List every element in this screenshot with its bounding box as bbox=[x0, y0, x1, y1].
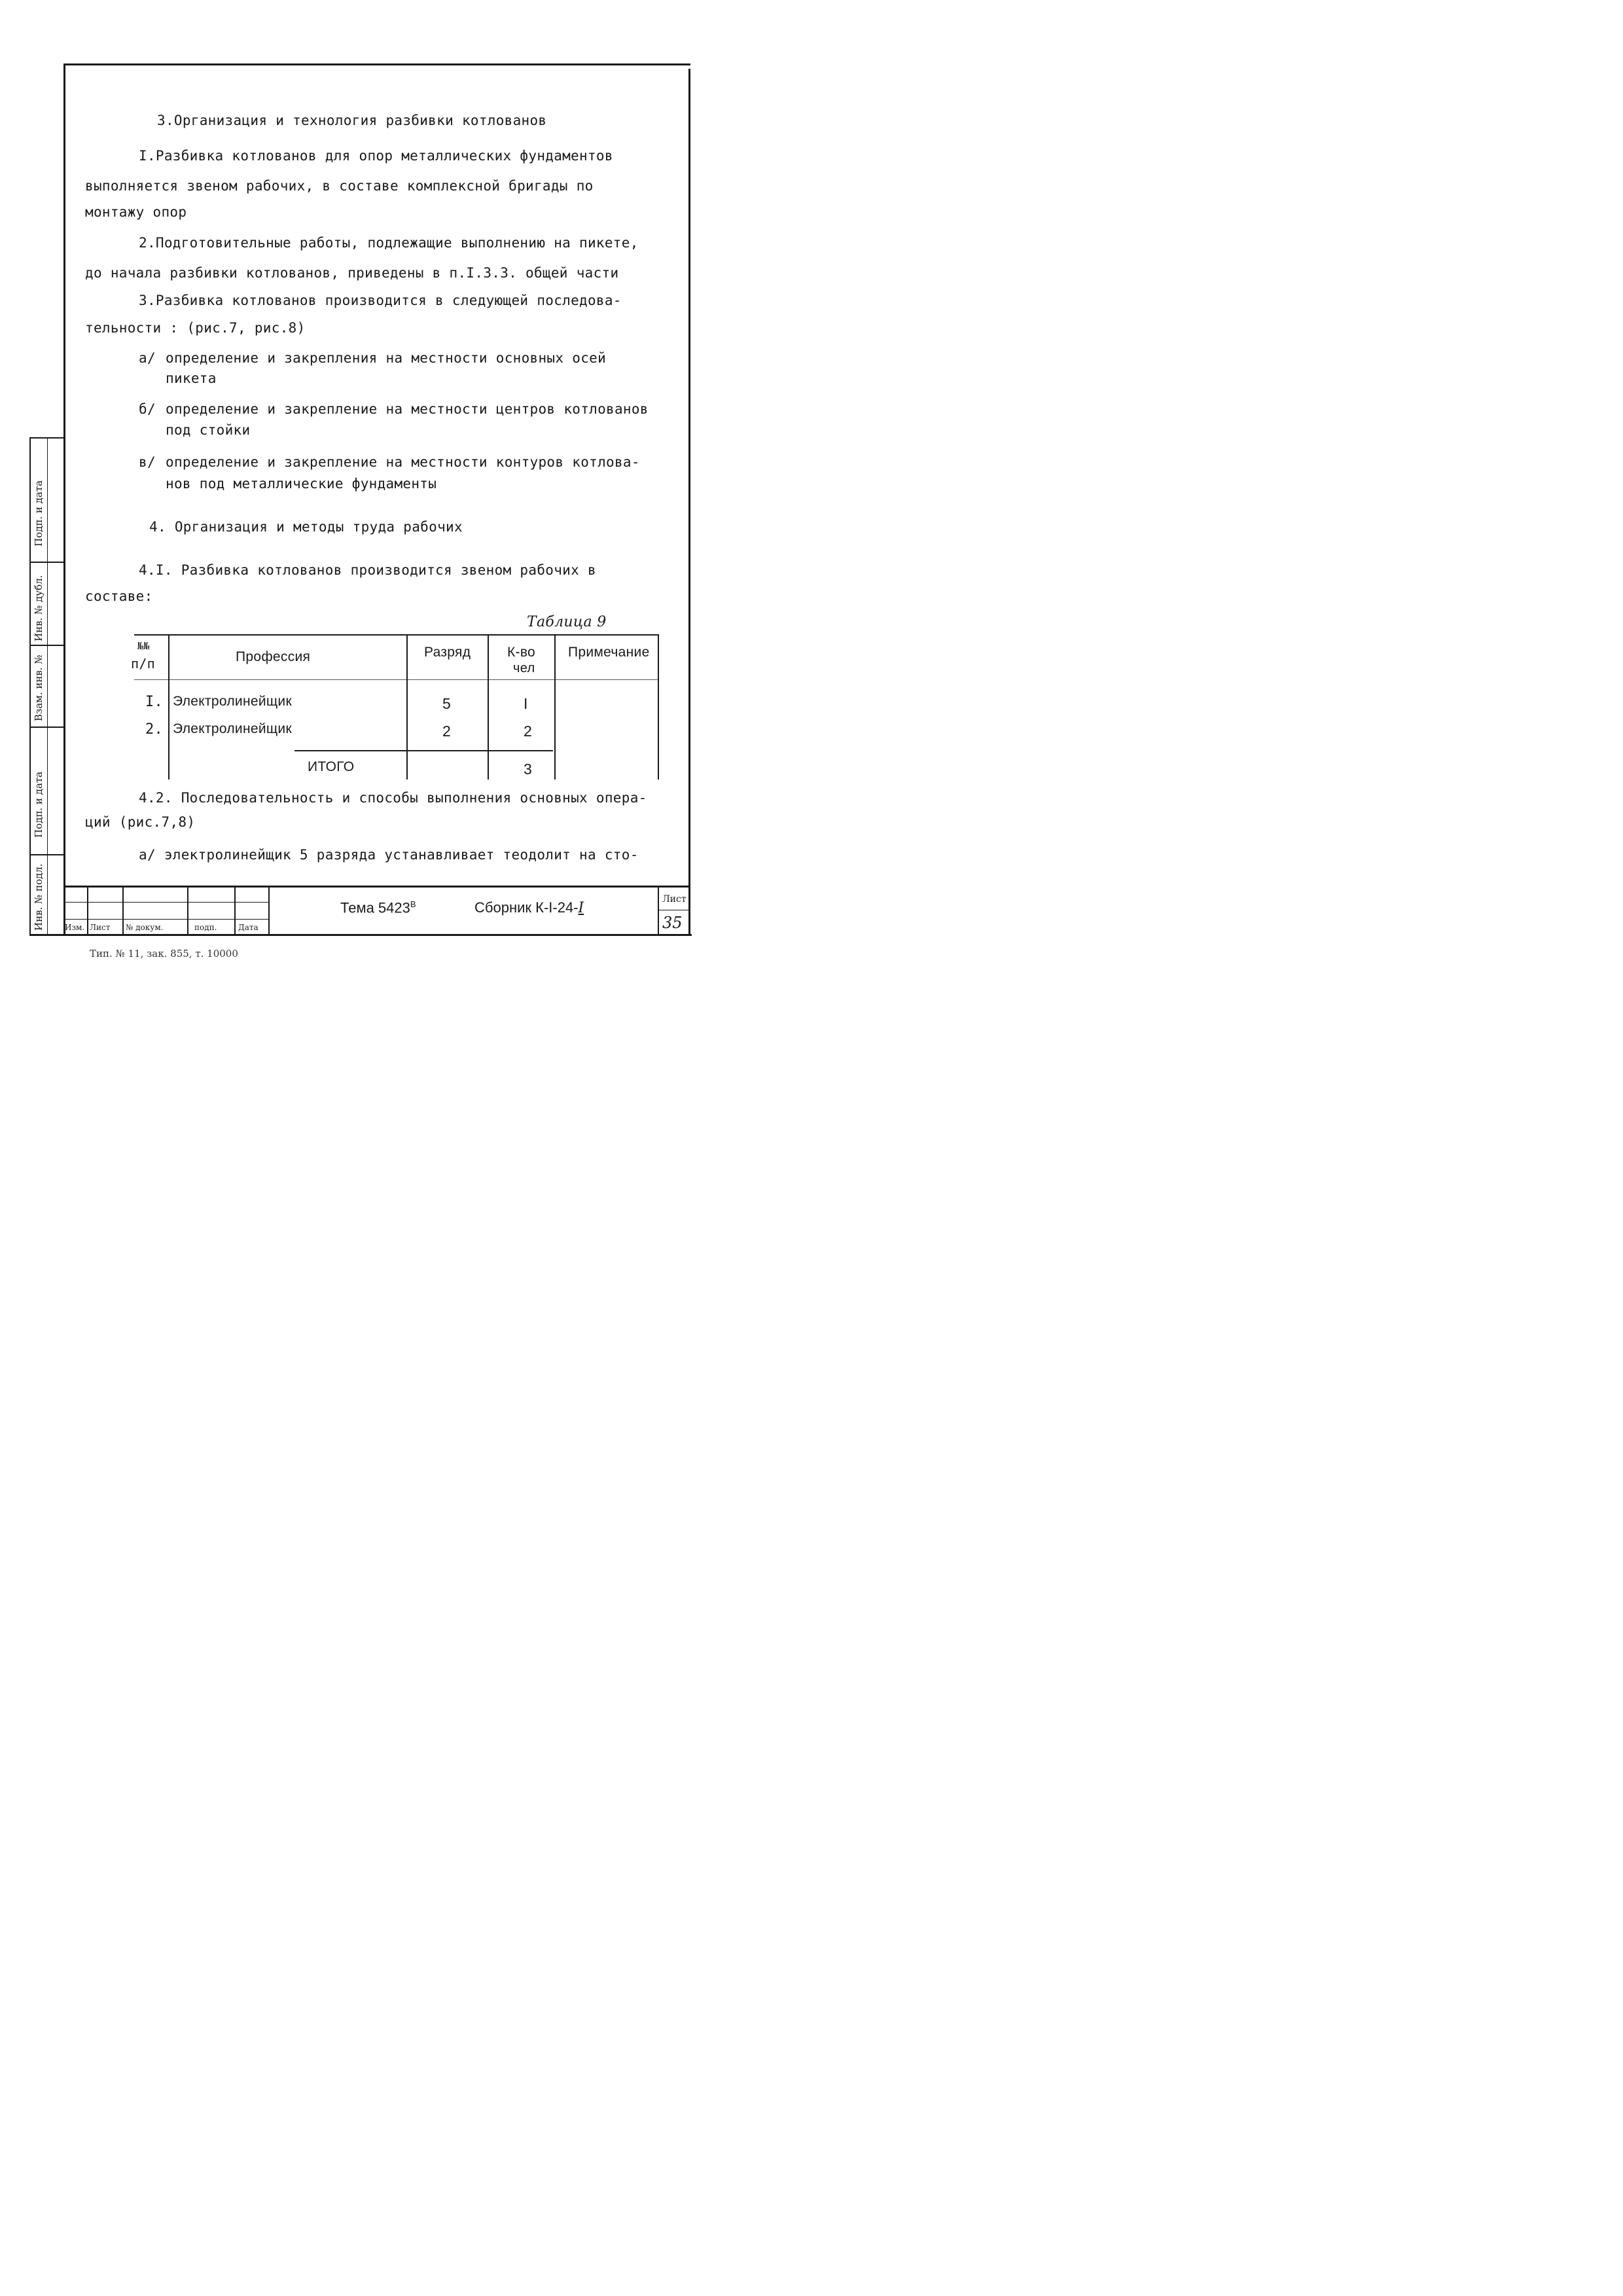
section3-title: 3.Организация и технология разбивки котлованов bbox=[157, 113, 547, 128]
table-header-num-line1: №№ bbox=[137, 640, 150, 652]
stamp-row-line-2 bbox=[63, 919, 270, 920]
side-label-sign-date-1: Подп. и дата bbox=[33, 480, 45, 547]
section4-p3-line1: а/ электролинейщик 5 разряда устанавливает теодолит на сто- bbox=[139, 847, 639, 863]
section4-p2-line2: ций (рис.7,8) bbox=[85, 814, 196, 830]
table-header-note: Примечание bbox=[568, 645, 650, 660]
table-row-2-num: 2. bbox=[145, 721, 164, 738]
table-total-line bbox=[294, 750, 553, 751]
table-row-2-count: 2 bbox=[524, 723, 533, 740]
stamp-col-sep-5 bbox=[268, 886, 270, 934]
table-row-1-grade: 5 bbox=[442, 695, 452, 712]
table-header-count-line2: чел bbox=[513, 661, 535, 675]
table-row-1-num: I. bbox=[145, 694, 164, 710]
table-header-num-line2: п/п bbox=[131, 656, 156, 672]
table-header-profession: Профессия bbox=[236, 649, 311, 664]
stamp-collection-handwritten: I bbox=[578, 900, 584, 916]
section4-p1-line2: составе: bbox=[85, 588, 153, 604]
stamp-top-line bbox=[63, 886, 690, 888]
side-label-replace-inv: Взам. инв. № bbox=[33, 655, 45, 721]
section3-p1-line1: I.Разбивка котлованов для опор металлических фундаментов bbox=[139, 148, 613, 164]
stamp-col-sep-4 bbox=[234, 886, 236, 934]
table-row-1-profession: Электролинейщик bbox=[173, 694, 292, 709]
table-row-2-profession: Электролинейщик bbox=[173, 721, 292, 736]
stamp-row-line-1 bbox=[63, 902, 270, 903]
side-label-inv-orig: Инв. № подл. bbox=[33, 863, 45, 931]
stamp-col-sep-3 bbox=[187, 886, 188, 934]
stamp-collection-text: Сборник К-I-24- bbox=[474, 899, 579, 916]
list-item-b-marker: б/ bbox=[139, 401, 156, 417]
section3-p2-line1: 2.Подготовительные работы, подлежащие выполнению на пикете, bbox=[139, 235, 639, 251]
side-strip-inner-line bbox=[47, 437, 48, 936]
list-item-v-line1: определение и закрепление на местности контуров котлова- bbox=[166, 454, 640, 470]
stamp-collection bbox=[474, 899, 584, 916]
section3-p3-line1: 3.Разбивка котлованов производится в следующей последова- bbox=[139, 293, 622, 308]
table-header-grade: Разряд bbox=[424, 645, 471, 660]
section3-p2-line2: до начала разбивки котлованов, приведены в п.I.3.3. общей части bbox=[85, 265, 619, 281]
table-header-bottom-line bbox=[134, 679, 659, 680]
list-item-v-line2: нов под металлические фундаменты bbox=[166, 476, 437, 492]
stamp-col-signature: подп. bbox=[194, 923, 217, 932]
stamp-col-sheet: Лист bbox=[90, 923, 111, 932]
section3-p1-line3: монтажу опор bbox=[85, 204, 187, 220]
list-item-a-line1: определение и закрепления на местности основных осей bbox=[166, 350, 607, 366]
section4-p1-line1: 4.I. Разбивка котлованов производится звеном рабочих в bbox=[139, 562, 596, 578]
section3-p3-line2: тельности : (рис.7, рис.8) bbox=[85, 320, 306, 336]
list-item-b-line2: под стойки bbox=[166, 422, 251, 438]
stamp-theme-text: Тема 5423 bbox=[340, 899, 410, 916]
table-col-sep-4 bbox=[554, 634, 556, 780]
section3-p1-line2: выполняется звеном рабочих, в составе комплексной бригады по bbox=[85, 178, 594, 194]
table-right-border bbox=[658, 634, 659, 780]
stamp-sheet-label: Лист bbox=[662, 894, 687, 905]
frame-bottom-line bbox=[31, 934, 692, 936]
table-row-1-count: I bbox=[524, 695, 528, 712]
frame-right-line bbox=[688, 69, 690, 936]
side-label-inv-dup: Инв. № дубл. bbox=[33, 575, 45, 641]
stamp-theme-superscript: В bbox=[410, 899, 416, 909]
printer-imprint: Тип. № 11, зак. 855, т. 10000 bbox=[90, 948, 238, 960]
stamp-col-change: Изм. bbox=[65, 923, 85, 932]
stamp-theme bbox=[340, 899, 416, 916]
table-total-count: 3 bbox=[524, 761, 533, 778]
stamp-col-sep-2 bbox=[122, 886, 124, 934]
table-col-sep-1 bbox=[168, 634, 169, 780]
list-item-a-line2: пикета bbox=[166, 370, 217, 386]
stamp-col-sep-1 bbox=[87, 886, 88, 934]
stamp-sheet-number: 35 bbox=[662, 914, 683, 932]
table-top-line bbox=[134, 634, 659, 636]
section4-title: 4. Организация и методы труда рабочих bbox=[149, 519, 463, 535]
table-row-2-grade: 2 bbox=[442, 723, 452, 740]
table-total-label: ИТОГО bbox=[308, 759, 355, 774]
frame-top-line bbox=[63, 63, 690, 65]
section4-p2-line1: 4.2. Последовательность и способы выполнения основных опера- bbox=[139, 790, 647, 806]
table-caption: Таблица 9 bbox=[527, 614, 607, 630]
stamp-col-date: Дата bbox=[238, 923, 259, 932]
list-item-a-marker: а/ bbox=[139, 350, 156, 366]
side-strip-left-line bbox=[29, 437, 31, 936]
list-item-b-line1: определение и закрепление на местности центров котлованов bbox=[166, 401, 649, 417]
table-col-sep-3 bbox=[488, 634, 489, 780]
side-label-sign-date-2: Подп. и дата bbox=[33, 771, 45, 838]
table-col-sep-2 bbox=[406, 634, 408, 780]
frame-left-line bbox=[63, 63, 65, 934]
stamp-col-doc-number: № докум. bbox=[126, 923, 164, 932]
list-item-v-marker: в/ bbox=[139, 454, 156, 470]
table-header-count-line1: К-во bbox=[507, 645, 536, 660]
